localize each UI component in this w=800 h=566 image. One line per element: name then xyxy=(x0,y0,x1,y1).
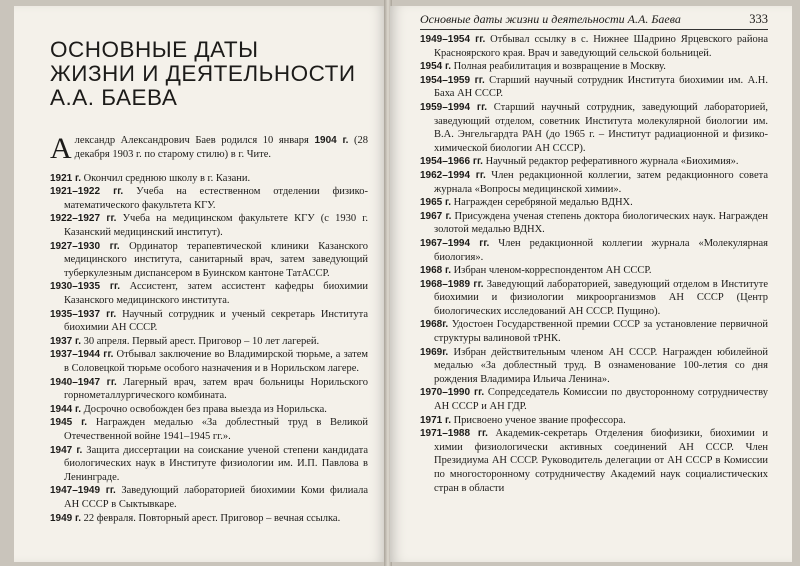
entry-date: 1944 г. xyxy=(50,403,81,415)
entry-text: Научный сотрудник и ученый секретарь Института биохимии АН СССР. xyxy=(64,308,368,334)
date-entry xyxy=(50,308,368,335)
entry-text: Научный редактор реферативного журнала «Биохимия». xyxy=(482,156,739,168)
title-line: А.А. БАЕВА xyxy=(50,85,178,110)
date-entry xyxy=(50,172,368,186)
entry-text: Полная реабилитация и возвращение в Москву. xyxy=(450,61,666,73)
entry-date: 1954 г. xyxy=(420,61,451,73)
date-entry xyxy=(50,212,368,239)
date-entry xyxy=(420,264,768,278)
entry-text: Присвоено ученое звание профессора. xyxy=(450,414,626,426)
entry-text: Защита диссертации на соискание ученой степени кандидата биологических наук в Институте физиологии им. И.П. Павлова в Ленинграде. xyxy=(64,444,368,483)
entry-text: Академик-секретарь Отделения биофизики, биохимии и химии физиологически активных соединений АН СССР. Член Президиума АН СССР. Руководитель делегации от АН СССР в Комиссии по многосторонному сотрудничеству Академий наук социалистических стран в области xyxy=(434,428,768,494)
date-entry xyxy=(420,346,768,387)
intro-text: лександр Александрович Баев родился 10 января xyxy=(74,135,315,146)
entry-date: 1949 г. xyxy=(50,512,81,524)
left-entries xyxy=(50,172,368,525)
date-entry xyxy=(420,386,768,413)
date-entry xyxy=(50,416,368,443)
drop-cap: А xyxy=(50,132,72,165)
date-entry xyxy=(420,196,768,210)
date-entry xyxy=(420,278,768,319)
title-line: ОСНОВНЫЕ ДАТЫ xyxy=(50,37,259,62)
entry-date: 1937 г. xyxy=(50,335,81,347)
entry-text: Старший научный сотрудник, заведующий лабораторией, заведующий отделом, советник Института молекулярной биологии им. В.А. Энгельгардта РАН (до 1965 г. – Институт радиационной и физико-химической биологии АН СССР). xyxy=(434,101,768,154)
entry-text: Окончил среднюю школу в г. Казани. xyxy=(80,172,251,184)
date-entry xyxy=(420,74,768,101)
entry-text: Ассистент, затем ассистент кафедры биохимии Казанского медицинского института. xyxy=(64,281,368,307)
entry-date: 1927–1930 гг. xyxy=(50,240,120,252)
date-entry xyxy=(420,210,768,237)
running-header xyxy=(420,12,768,30)
entry-date: 1967 г. xyxy=(420,210,452,222)
entry-text: 30 апреля. Первый арест. Приговор – 10 лет лагерей. xyxy=(80,335,320,347)
intro-year: 1904 г. xyxy=(314,135,349,146)
date-entry xyxy=(420,60,768,74)
date-entry xyxy=(420,33,768,60)
date-entry xyxy=(420,101,768,155)
entry-date: 1971–1988 гг. xyxy=(420,428,488,440)
entry-text: Избран членом-корреспондентом АН СССР. xyxy=(450,265,652,277)
entry-text: Заведующий лабораторией, заведующий отделом в Институте биохимии и физиологии микроорганизмов АН СССР (Центр биологических исследований АН СССР. Пущино). xyxy=(434,278,768,317)
title-line: ЖИЗНИ И ДЕЯТЕЛЬНОСТИ xyxy=(50,61,356,86)
entry-date: 1968–1989 гг. xyxy=(420,278,484,290)
entry-date: 1968 г. xyxy=(420,265,451,277)
entry-text: Отбывал заключение во Владимирской тюрьме, а затем в Соловецкой тюрьме особого назначения и в Норильском лагере. xyxy=(64,349,368,374)
date-entry xyxy=(50,444,368,485)
entry-text: Член редакционной коллегии, затем редакционного совета журнала «Вопросы медицинской химии». xyxy=(434,169,768,195)
date-entry xyxy=(50,403,368,417)
entry-text: Член редакционной коллегии журнала «Молекулярная биология». xyxy=(434,237,768,263)
entry-text: Учеба на медицинском факультете КГУ (с 1930 г. Казанский медицинский институт). xyxy=(64,213,368,239)
entry-date: 1937–1944 гг. xyxy=(50,349,114,361)
entry-date: 1949–1954 гг. xyxy=(420,34,486,45)
entry-text: Удостоен Государственной премии СССР за установление первичной структуры валиновой тРНК. xyxy=(434,319,768,345)
date-entry xyxy=(50,512,368,526)
entry-date: 1945 г. xyxy=(50,417,88,429)
page-number: 333 xyxy=(749,12,768,26)
entry-text: Присуждена ученая степень доктора биологических наук. Награжден золотой медалью ВДНХ. xyxy=(434,210,768,236)
date-entry xyxy=(420,427,768,495)
left-page xyxy=(14,6,386,562)
date-entry xyxy=(50,335,368,349)
entry-date: 1965 г. xyxy=(420,197,451,209)
intro-paragraph xyxy=(50,132,369,165)
entry-date: 1968г. xyxy=(420,319,449,331)
entry-date: 1962–1994 гг. xyxy=(420,169,486,181)
entry-date: 1954–1966 гг. xyxy=(420,156,483,168)
date-entry xyxy=(50,240,368,281)
entry-date: 1947 г. xyxy=(50,444,83,456)
entry-text: Лагерный врач, затем врач больницы Норильского горнометаллургического комбината. xyxy=(64,376,368,402)
date-entry xyxy=(420,169,768,196)
right-page xyxy=(390,6,792,562)
date-entry xyxy=(420,155,768,169)
entry-text: Отбывал ссылку в с. Нижнее Шадрино Ярцевского района Красноярского края. Врач и заведующий сельской больницей. xyxy=(434,34,768,59)
entry-text: Досрочно освобожден без права выезда из Норильска. xyxy=(80,403,327,415)
header-title: Основные даты жизни и деятельности А.А. Баева xyxy=(420,12,681,26)
entry-date: 1954–1959 гг. xyxy=(420,74,485,86)
entry-text: Награжден медалью «За доблестный труд в Великой Отечественной войне 1941–1945 гг.». xyxy=(64,417,368,442)
date-entry xyxy=(50,484,368,511)
entry-text: Избран действительным членом АН СССР. Награжден юбилейной медалью «За доблестный труд. В ознаменование 100-летия со дня рождения Владимира Ильича Ленина». xyxy=(434,346,768,385)
entry-text: Старший научный сотрудник Института биохимии им. А.Н. Баха АН СССР. xyxy=(434,74,768,100)
entry-date: 1940–1947 гг. xyxy=(50,376,117,388)
chapter-title xyxy=(50,38,368,110)
entry-date: 1930–1935 гг. xyxy=(50,281,120,293)
entry-text: Учеба на естественном отделении физико-математического факультета КГУ. xyxy=(64,186,368,211)
date-entry xyxy=(420,318,768,345)
entry-date: 1959–1994 гг. xyxy=(420,101,488,113)
entry-date: 1971 г. xyxy=(420,414,451,426)
intro-text-after: (28 декабря 1903 г. по старому стилю) в г. Чите. xyxy=(74,135,369,160)
entry-text: Сопредседатель Комиссии по двусторонному сотрудничеству АН СССР и АН ГДР. xyxy=(434,387,768,413)
entry-text: Награжден серебряной медалью ВДНХ. xyxy=(450,197,633,209)
date-entry xyxy=(50,185,368,212)
right-entries xyxy=(420,33,768,495)
entry-date: 1921 г. xyxy=(50,172,81,184)
entry-date: 1921–1922 гг. xyxy=(50,186,124,198)
date-entry xyxy=(50,348,368,375)
date-entry xyxy=(50,280,368,307)
date-entry xyxy=(50,376,368,403)
entry-date: 1967–1994 гг. xyxy=(420,237,490,249)
entry-text: Ординатор терапевтической клиники Казанского медицинского института, санитарный врач, затем заведующий туберкулезным диспансером в Буинском кантоне ТатАССР. xyxy=(64,240,368,279)
date-entry xyxy=(420,237,768,264)
entry-date: 1970–1990 гг. xyxy=(420,387,485,399)
entry-text: Заведующий лабораторией биохимии Коми филиала АН СССР в Сыктывкаре. xyxy=(64,485,368,510)
entry-date: 1922–1927 гг. xyxy=(50,213,117,225)
entry-date: 1969г. xyxy=(420,346,449,358)
date-entry xyxy=(420,414,768,428)
entry-date: 1935–1937 гг. xyxy=(50,308,117,320)
entry-date: 1947–1949 гг. xyxy=(50,485,116,497)
entry-text: 22 февраля. Повторный арест. Приговор – вечная ссылка. xyxy=(80,512,341,524)
